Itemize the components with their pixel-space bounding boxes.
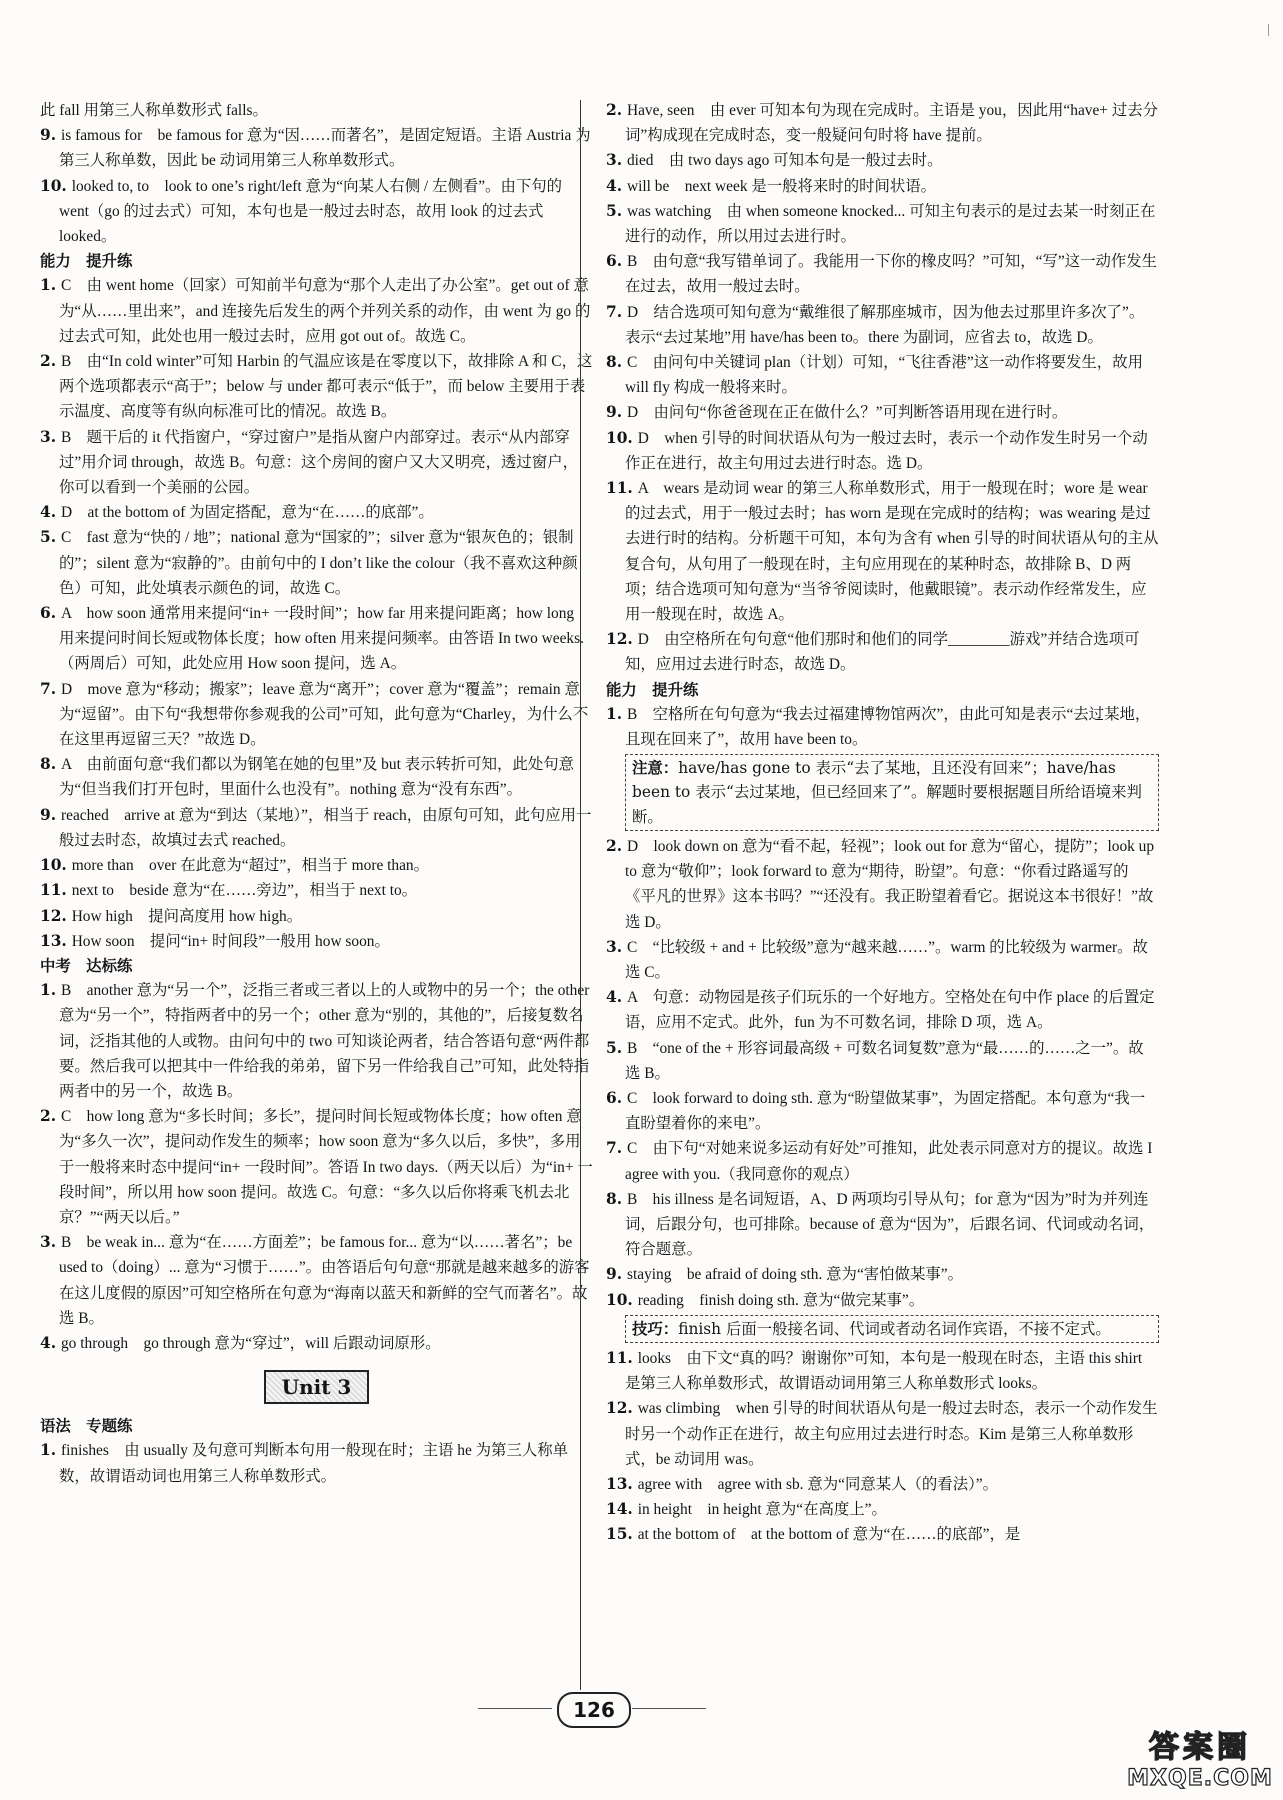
answer-text: How soon 提问“in+ 时间段”一般用 how soon。 xyxy=(71,932,390,950)
question-number: 8. xyxy=(606,1189,623,1208)
section-heading: 能力 提升练 xyxy=(40,252,133,271)
right-column xyxy=(606,98,1159,1548)
answer-text: go through go through 意为“穿过”，will 后跟动词原形。 xyxy=(60,1334,441,1352)
answer-text: agree with agree with sb. 意为“同意某人（的看法）”。 xyxy=(637,1475,999,1493)
question-number: 4. xyxy=(606,176,623,195)
watermark-title: 答案圈 xyxy=(1149,1730,1251,1765)
answer-text: Have, seen 由 ever 可知本句为现在完成时。主语是 you，因此用“have+ 过去分词”构成现在完成时态，变一般疑问句时将 have 提前。 xyxy=(625,102,1159,145)
answer-entry xyxy=(40,853,593,878)
question-number: 9. xyxy=(40,805,57,824)
answer-text: D move 意为“移动；搬家”；leave 意为“离开”；cover 意为“覆盖”；remain 意为“逗留”。由下句“我想带你参观我的公司”可知，此句意为“Charley，为什么不在这里再逗留三天？”故选 D。 xyxy=(59,680,589,749)
question-number: 5. xyxy=(606,1038,623,1057)
tip-label: 技巧： xyxy=(632,1319,679,1338)
question-number: 9. xyxy=(606,403,623,422)
answer-entry xyxy=(606,1472,1159,1497)
answer-entry xyxy=(606,935,1159,985)
watermark-logo xyxy=(1125,1722,1275,1794)
answer-text: A how soon 通常用来提问“in+ 一段时间”；how far 用来提问距离；how long 用来提问时间长短或物体长度；how often 用来提问频率。由答语 In two weeks.（两周后）可知，此处应用 How soon 提问，选 A。 xyxy=(59,605,584,673)
answer-text: is famous for be famous for 意为“因……而著名”，是固定短语。主语 Austria 为第三人称单数，因此 be 动词用第三人称单数形式。 xyxy=(59,127,591,170)
answer-entry xyxy=(40,98,593,123)
answer-entry xyxy=(606,1497,1159,1522)
answer-text: C 由问句中关键词 plan（计划）可知，“飞往香港”这一动作将要发生，故用 will fly 构成一般将来时。 xyxy=(625,354,1143,397)
question-number: 11. xyxy=(40,881,67,900)
answer-text: C 由下句“对她来说多运动有好处”可推知，此处表示同意对方的提议。故选 I agree with you.（我同意你的观点） xyxy=(625,1140,1153,1183)
question-number: 12. xyxy=(606,1399,633,1418)
question-number: 11. xyxy=(606,1348,633,1367)
question-number: 5. xyxy=(40,528,57,547)
answer-entry xyxy=(606,1346,1159,1396)
answer-entry xyxy=(606,1288,1159,1313)
question-number: 13. xyxy=(40,931,67,950)
answer-entry xyxy=(606,1187,1159,1263)
question-number: 10. xyxy=(606,1290,633,1309)
answer-entry xyxy=(606,199,1159,249)
question-number: 3. xyxy=(606,151,623,170)
column-divider xyxy=(580,100,581,1690)
question-number: 12. xyxy=(606,630,633,649)
question-number: 9. xyxy=(40,126,57,145)
answer-entry xyxy=(40,1230,593,1331)
answer-entry xyxy=(606,1136,1159,1186)
question-number: 7. xyxy=(40,679,57,698)
question-number: 1. xyxy=(40,1441,57,1460)
answer-text: How high 提问高度用 how high。 xyxy=(71,907,303,925)
tip-text: have/has gone to 表示“去了某地，且还没有回来”；have/has been to 表示“去过某地，但已经回来了”。解题时要根据题目所给语境来判断。 xyxy=(632,759,1142,826)
answer-entry xyxy=(606,1036,1159,1086)
question-number: 10. xyxy=(40,176,67,195)
answer-entry xyxy=(606,350,1159,400)
question-number: 13. xyxy=(606,1474,633,1493)
answer-entry xyxy=(606,1086,1159,1136)
answer-entry xyxy=(606,1522,1159,1547)
answer-entry xyxy=(40,1331,593,1356)
answer-entry xyxy=(606,985,1159,1035)
question-number: 5. xyxy=(606,201,623,220)
answer-text: C fast 意为“快的 / 地”；national 意为“国家的”；silver 意为“银灰色的；银制的”；silent 意为“寂静的”。由前句中的 I don’t like the colour（我不喜欢这种颜色）可知，此处填表示颜色的词，故选 C。 xyxy=(59,529,578,597)
question-number: 6. xyxy=(606,1088,623,1107)
tip-label: 注意： xyxy=(632,759,679,778)
answer-text: B his illness 是名词短语，A、D 两项均引导从句；for 意为“因为”时为并列连词，后跟分句，也可排除。because of 意为“因为”，后跟名词、代词或动名词，符合题意。 xyxy=(625,1190,1155,1259)
question-number: 4. xyxy=(606,988,623,1007)
unit-title: Unit 3 xyxy=(264,1370,370,1404)
answer-text: C look forward to doing sth. 意为“盼望做某事”，为固定搭配。本句意为“我一直盼望着你的来电”。 xyxy=(625,1089,1146,1133)
question-number: 9. xyxy=(606,1265,623,1284)
answer-text: died 由 two days ago 可知本句是一般过去时。 xyxy=(626,152,943,170)
answer-entry xyxy=(606,300,1159,350)
tip-box xyxy=(625,1315,1159,1343)
answer-text: B “one of the + 形容词最高级 + 可数名词复数”意为“最……的……之一”。故选 B。 xyxy=(625,1039,1144,1082)
question-number: 2. xyxy=(40,352,57,371)
tip-box xyxy=(625,754,1159,831)
answer-text: 此 fall 用第三人称单数形式 falls。 xyxy=(40,102,268,119)
answer-entry xyxy=(40,1104,593,1230)
question-number: 8. xyxy=(606,353,623,372)
question-number: 10. xyxy=(40,856,67,875)
answer-text: D look down on 意为“看不起，轻视”；look out for 意为“留心，提防”；look up to 意为“敬仰”；look forward to 意为“期待，盼望”。句意：“你看过路遥写的《平凡的世界》这本书吗？”“还没有。我正盼望着看它。据说这本书很好！”故选 D。 xyxy=(625,837,1155,931)
page-number-rule-left xyxy=(478,1708,552,1709)
tip-text: finish 后面一般接名词、代词或者动名词作宾语，不接不定式。 xyxy=(678,1319,1111,1338)
answer-entry xyxy=(40,929,593,954)
answer-entry xyxy=(606,249,1159,299)
answer-entry xyxy=(40,500,593,525)
answer-text: C “比较级 + and + 比较级”意为“越来越……”。warm 的比较级为 warmer。故选 C。 xyxy=(625,938,1148,981)
answer-entry xyxy=(606,702,1159,752)
answer-text: in height in height 意为“在高度上”。 xyxy=(637,1501,887,1519)
answer-text: C 由 went home（回家）可知前半句意为“那个人走出了办公室”。get out of 意为“从……里出来”，and 连接先后发生的两个并列关系的动作，由 went 为 go 的过去式可知，此处也用一般过去时，应用 got out of。故选 C。 xyxy=(59,277,591,345)
question-number: 4. xyxy=(40,1333,57,1352)
answer-entry xyxy=(40,978,593,1104)
question-number: 14. xyxy=(606,1500,633,1519)
question-number: 2. xyxy=(40,1107,57,1126)
answer-text: was watching 由 when someone knocked... 可知主句表示的是过去某一时刻正在进行的动作，所以用过去进行时。 xyxy=(625,202,1156,246)
answer-entry xyxy=(606,148,1159,173)
watermark-url: MXQE.COM xyxy=(1127,1766,1273,1791)
question-number: 1. xyxy=(40,981,57,1000)
answer-entry xyxy=(40,123,593,173)
section-heading: 中考 达标练 xyxy=(40,956,133,975)
scan-edge-mark xyxy=(1268,24,1270,36)
answer-text: B another 意为“另一个”，泛指三者或三者以上的人或物中的另一个；the other 意为“另一个”，特指两者中的另一个；other 意为“别的，其他的”，后接复数名词，泛指其他的人或物。由问句中的 two 可知谈论两者，结合答语句意“两件都要。然后我可以把其中一件给我的弟弟，留下另一件给我自己”可知，此处特指两者中的另一个，故选 B。 xyxy=(59,982,590,1100)
question-number: 8. xyxy=(40,755,57,774)
answer-entry xyxy=(40,349,593,425)
question-number: 6. xyxy=(40,604,57,623)
answer-text: reached arrive at 意为“到达（某地）”，相当于 reach，由原句可知，此句应用一般过去时态，故填过去式 reached。 xyxy=(59,806,592,849)
answer-entry xyxy=(606,834,1159,935)
question-number: 7. xyxy=(606,302,623,321)
answer-text: D 由空格所在句句意“他们那时和他们的同学________游戏”并结合选项可知，应用过去进行时态，故选 D。 xyxy=(625,631,1140,674)
answer-entry xyxy=(40,803,593,853)
answer-text: reading finish doing sth. 意为“做完某事”。 xyxy=(637,1291,925,1309)
question-number: 11. xyxy=(606,479,633,498)
answer-text: B be weak in... 意为“在……方面差”；be famous for... 意为“以……著名”；be used to（doing）... 意为“习惯于……”。由答语后句句意“那就是越来越多的游客在这儿度假的原因”可知空格所在句意为“海南以蓝天和新鲜的空气而著名”。故选 B。 xyxy=(59,1234,590,1327)
answer-entry xyxy=(40,904,593,929)
answer-entry xyxy=(40,174,593,250)
answer-entry xyxy=(40,752,593,802)
question-number: 1. xyxy=(606,704,623,723)
answer-text: A wears 是动词 wear 的第三人称单数形式，用于一般现在时；wore 是 wear 的过去式，用于一般过去时；has worn 是现在完成时的结构；was wearing 是过去进行时的结构。分析题干可知，本句为含有 when 引导的时间状语从句的主从复合句，从句用了一般现在时，主句应用现在的某种时态，故排除 B、D 两项；结合选项可知句意为“当爷爷阅读时，他戴眼镜”。表示动作经常发生，应用一般现在时，故选 A。 xyxy=(625,480,1159,624)
question-number: 4. xyxy=(40,503,57,522)
question-number: 3. xyxy=(40,427,57,446)
answer-text: at the bottom of at the bottom of 意为“在……的底部”，是 xyxy=(637,1526,1021,1544)
question-number: 6. xyxy=(606,252,623,271)
question-number: 3. xyxy=(606,937,623,956)
answer-entry xyxy=(606,627,1159,677)
answer-entry xyxy=(606,98,1159,148)
answer-text: was climbing when 引导的时间状语从句是一般过去时态，表示一个动作发生时另一个动作正在进行，故主句应用过去进行时态。Kim 是第三人称单数形式，be 动词用 was。 xyxy=(625,1400,1158,1468)
section-heading: 语法 专题练 xyxy=(40,1417,133,1436)
answer-text: B 由“In cold winter”可知 Harbin 的气温应该是在零度以下，故排除 A 和 C，这两个选项都表示“高于”；below 与 under 都可表示“低于”，而 below 主要用于表示温度、高度等有纵向标准可比的情况。故选 B。 xyxy=(59,353,593,421)
left-column xyxy=(40,98,593,1489)
answer-entry xyxy=(606,1262,1159,1287)
answer-text: more than over 在此意为“超过”，相当于 more than。 xyxy=(71,857,430,875)
answer-text: A 由前面句意“我们都以为钢笔在她的包里”及 but 表示转折可知，此处句意为“但当我们打开包时，里面什么也没有”。nothing 意为“没有东西”。 xyxy=(59,756,574,799)
answer-entry xyxy=(606,1396,1159,1472)
answer-text: B 由句意“我写错单词了。我能用一下你的橡皮吗？”可知，“写”这一动作发生在过去，故用一般过去时。 xyxy=(625,253,1158,296)
answer-entry xyxy=(40,525,593,601)
question-number: 10. xyxy=(606,428,633,447)
answer-entry xyxy=(606,476,1159,627)
answer-text: staying be afraid of doing sth. 意为“害怕做某事”。 xyxy=(626,1266,963,1284)
answer-entry xyxy=(606,426,1159,476)
answer-entry xyxy=(40,601,593,677)
answer-text: D 由问句“你爸爸现在正在做什么？”可判断答语用现在进行时。 xyxy=(626,404,1068,422)
answer-text: next to beside 意为“在……旁边”，相当于 next to。 xyxy=(71,882,418,900)
answer-text: C how long 意为“多长时间；多长”，提问时间长短或物体长度；how often 意为“多久一次”，提问动作发生的频率；how soon 意为“多久以后，多快”，多用于一般将来时态中提问“in+ 一段时间”。答语 In two days.（两天以后）为“in+ 一段时间”，所以用 how soon 提问。故选 C。句意：“多久以后你将乘飞机去北京？”“两天以后。” xyxy=(59,1108,593,1226)
unit-banner xyxy=(40,1370,593,1404)
question-number: 1. xyxy=(40,276,57,295)
answer-text: finishes 由 usually 及句意可判断本句用一般现在时；主语 he 为第三人称单数，故谓语动词也用第三人称单数形式。 xyxy=(59,1442,569,1485)
question-number: 2. xyxy=(606,836,623,855)
answer-text: looked to, to look to one’s right/left 意为“向某人右侧 / 左侧看”。由下句的 went（go 的过去式）可知，本句也是一般过去时态，故用 look 的过去式 looked。 xyxy=(59,177,563,246)
answer-text: will be next week 是一般将来时的时间状语。 xyxy=(626,177,937,195)
answer-text: D 结合选项可知句意为“戴维很了解那座城市，因为他去过那里许多次了”。表示“去过某地”用 have/has been to。there 为副词，应省去 to，故选 D。 xyxy=(625,303,1145,346)
question-number: 7. xyxy=(606,1139,623,1158)
page-number: 126 xyxy=(557,1692,631,1728)
answer-text: B 空格所在句句意为“我去过福建博物馆两次”，由此可知是表示“去过某地，且现在回来了”，故用 have been to。 xyxy=(625,705,1151,749)
answer-entry xyxy=(40,677,593,753)
answer-text: looks 由下文“真的吗？谢谢你”可知，本句是一般现在时态，主语 this shirt 是第三人称单数形式，故谓语动词用第三人称单数形式 looks。 xyxy=(625,1349,1143,1393)
answer-text: D when 引导的时间状语从句为一般过去时，表示一个动作发生时另一个动作正在进行，故主句用过去进行时态。选 D。 xyxy=(625,429,1148,472)
answer-entry xyxy=(40,878,593,903)
answer-entry xyxy=(40,425,593,501)
section-heading: 能力 提升练 xyxy=(606,680,699,699)
answer-entry xyxy=(606,400,1159,425)
question-number: 2. xyxy=(606,101,623,119)
answer-text: B 题干后的 it 代指窗户，“穿过窗户”是指从窗户内部穿过。表示“从内部穿过”用介词 through，故选 B。句意：这个房间的窗户又大又明亮，透过窗户，你可以看到一个美丽的公园。 xyxy=(59,428,578,497)
page-number-rule-right xyxy=(632,1708,706,1709)
question-number: 12. xyxy=(40,906,67,925)
question-number: 3. xyxy=(40,1233,57,1252)
answer-entry xyxy=(40,273,593,349)
answer-entry xyxy=(40,1438,593,1488)
answer-entry xyxy=(606,174,1159,199)
answer-text: D at the bottom of 为固定搭配，意为“在……的底部”。 xyxy=(60,504,434,522)
answer-text: A 句意：动物园是孩子们玩乐的一个好地方。空格处在句中作 place 的后置定语，应用不定式。此外，fun 为不可数名词，排除 D 项，选 A。 xyxy=(625,989,1155,1032)
question-number: 15. xyxy=(606,1525,633,1544)
